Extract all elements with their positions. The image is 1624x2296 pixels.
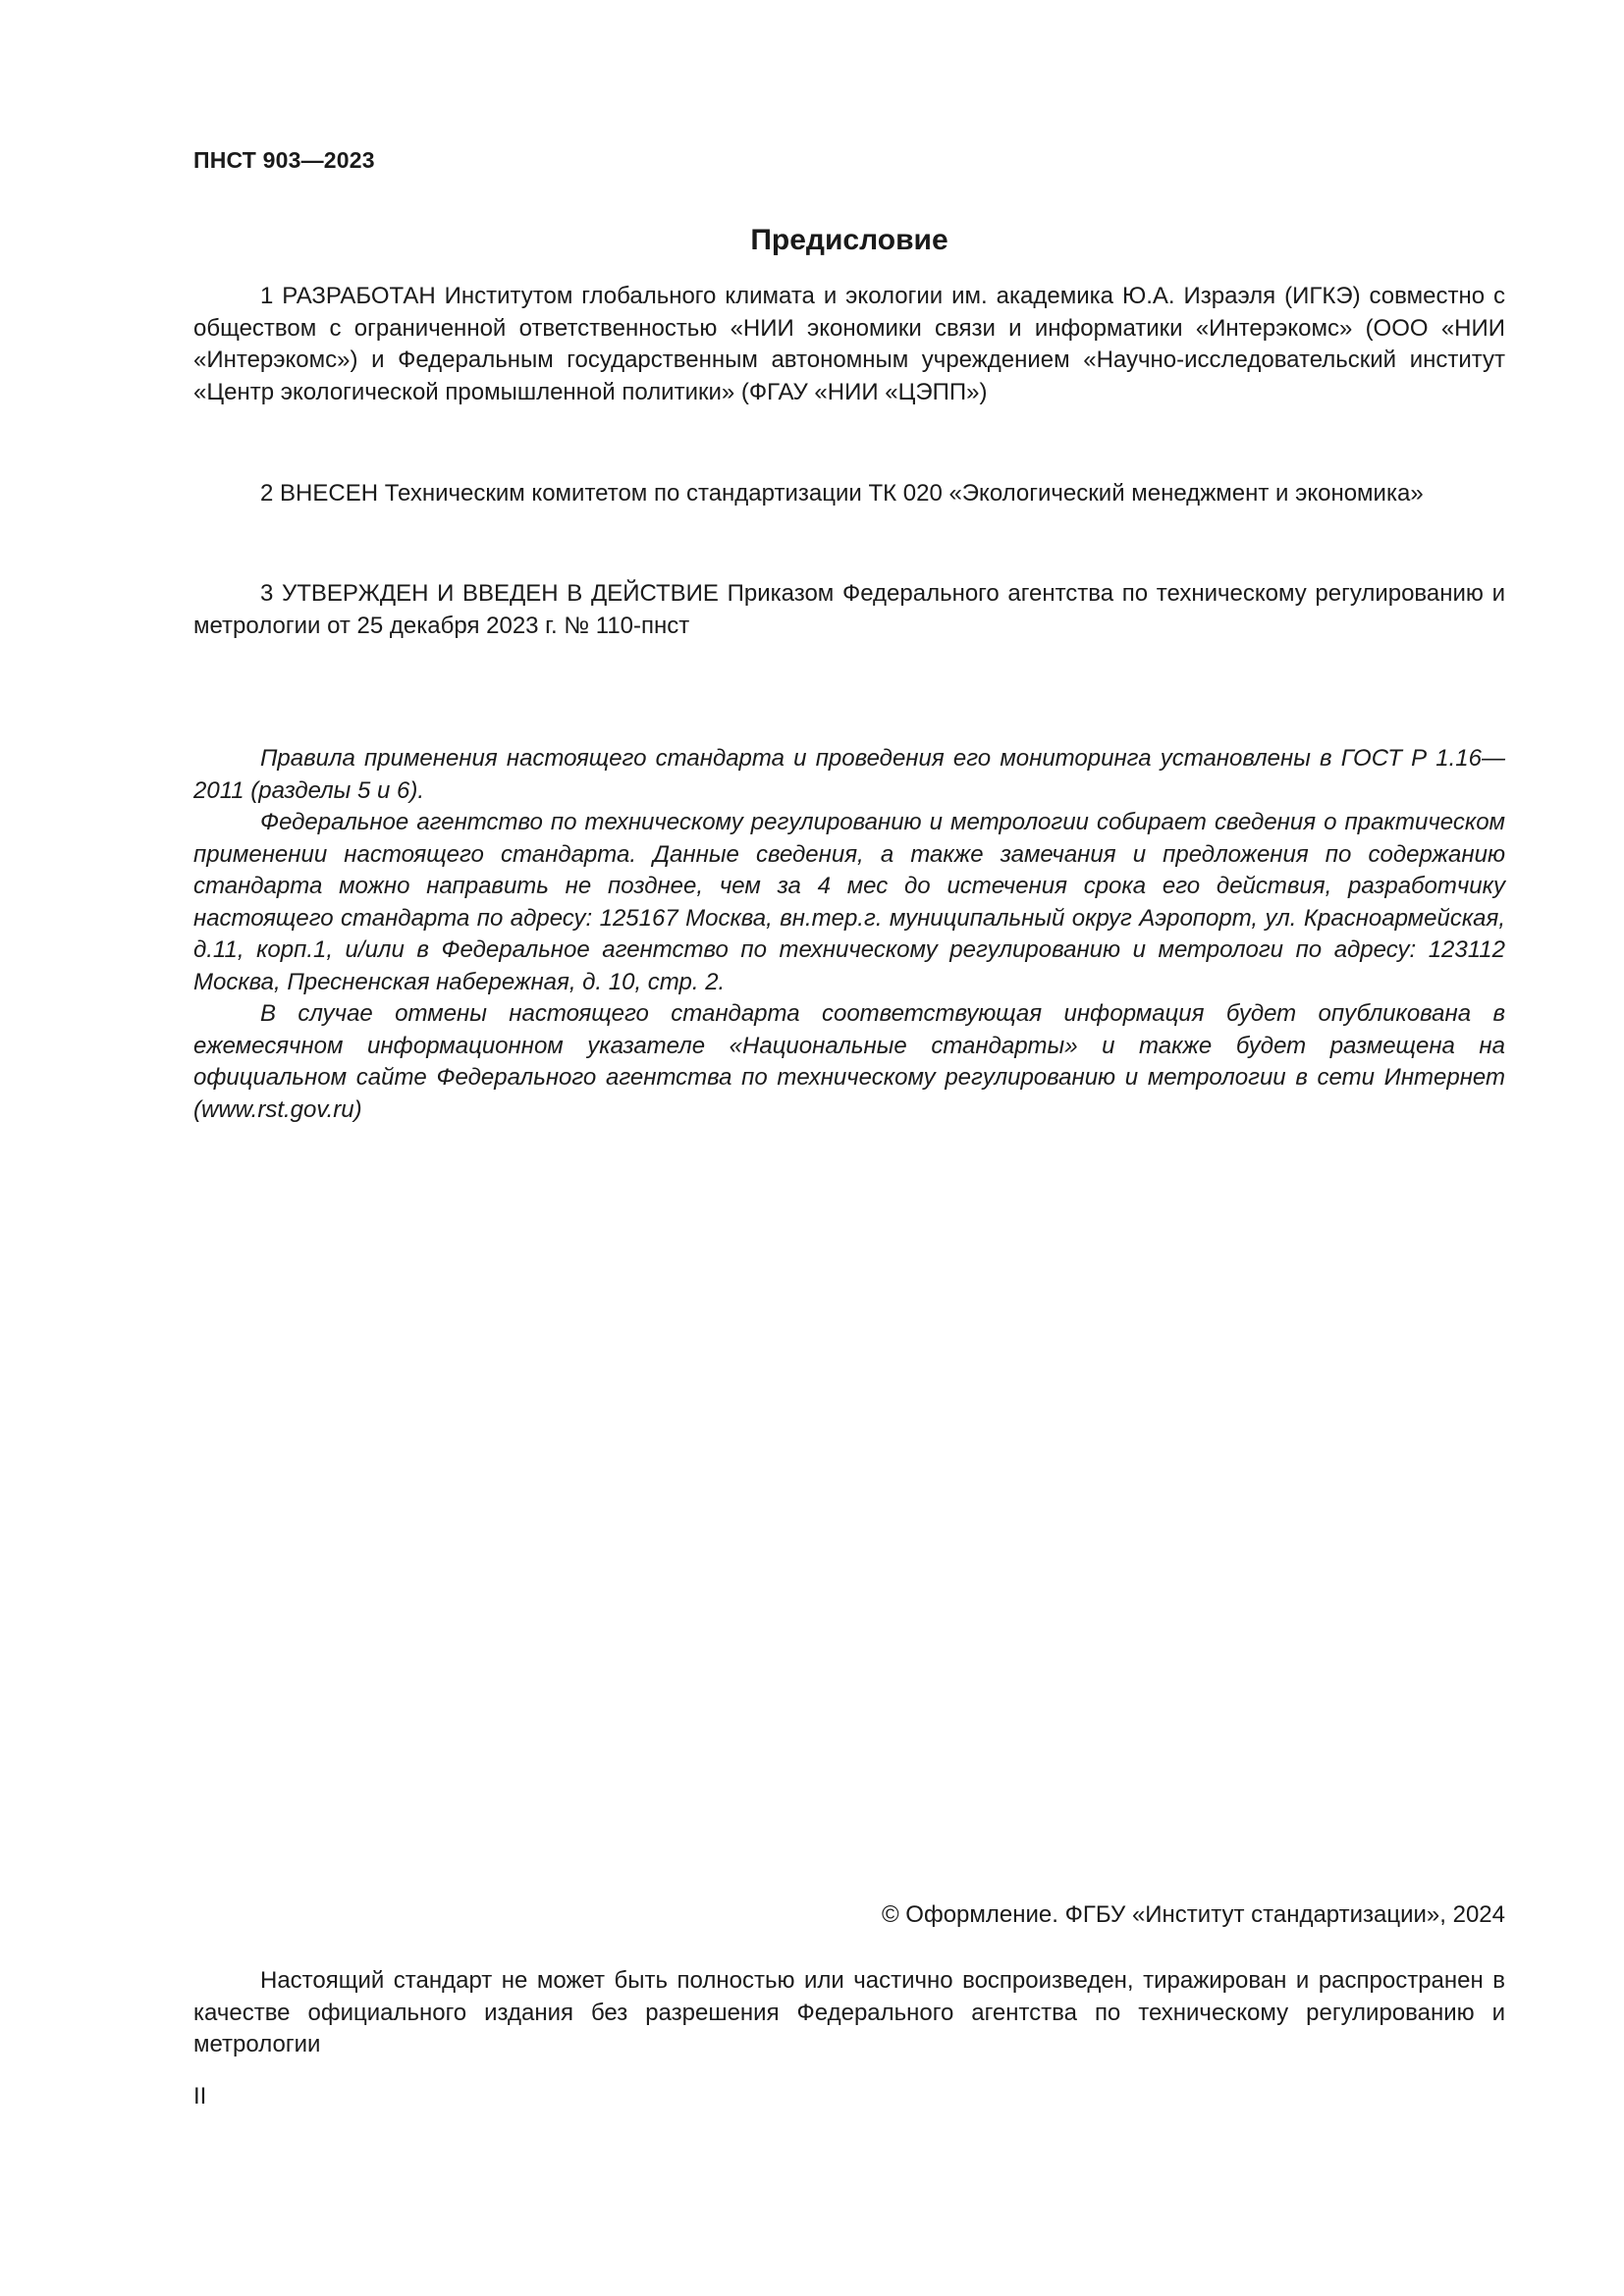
- rules-notice-paragraph: Правила применения настоящего стандарта и проведения его мониторинга установлены в ГОСТ Р 1.16—2011 (разделы 5 и 6).: [193, 745, 1505, 804]
- document-code: ПНСТ 903—2023: [193, 147, 375, 173]
- rules-notice-paragraph: В случае отмены настоящего стандарта соответствующая информация будет опубликована в ежемесячном информационном указателе «Национальные стандарты» и также будет размещена на официальном сайте Федерального агентства по техническому регулированию и метрологии в сети Интернет (www.rst.gov.ru): [193, 1000, 1505, 1123]
- page-number: II: [193, 2083, 207, 2109]
- rules-notice: [193, 743, 1505, 1126]
- preface-item-approved: 3 УТВЕРЖДЕН И ВВЕДЕН В ДЕЙСТВИЕ Приказом Федерального агентства по техническому регулированию и метрологии от 25 декабря 2023 г. № 110-пнст: [193, 580, 1505, 639]
- rules-notice-paragraph: Федеральное агентство по техническому регулированию и метрологии собирает сведения о практическом применении настоящего стандарта. Данные сведения, а также замечания и предложения по содержанию стандарта можно направить не позднее, чем за 4 мес до истечения срока его действия, разработчику настоящего стандарта по адресу: 125167 Москва, вн.тер.г. муниципальный округ Аэропорт, ул. Красноармейская, д.11, корп.1, и/или в Федеральное агентство по техническому регулированию и метрологи по адресу: 123112 Москва, Пресненская набережная, д. 10, стр. 2.: [193, 809, 1505, 995]
- copyright-line: © Оформление. ФГБУ «Институт стандартизации», 2024: [881, 1901, 1505, 1928]
- preface-title: Предисловие: [750, 224, 948, 256]
- preface-item-introduced: 2 ВНЕСЕН Техническим комитетом по стандартизации ТК 020 «Экологический менеджмент и экономика»: [260, 480, 1424, 507]
- reproduction-notice: Настоящий стандарт не может быть полностью или частично воспроизведен, тиражирован и распространен в качестве официального издания без разрешения Федерального агентства по техническому регулированию и метрологии: [193, 1967, 1505, 2057]
- preface-item-developed: 1 РАЗРАБОТАН Институтом глобального климата и экологии им. академика Ю.А. Израэля (ИГКЭ) совместно с обществом с ограниченной ответственностью «НИИ экономики связи и информатики «Интерэкомс» (ООО «НИИ «Интерэкомс») и Федеральным государственным автономным учреждением «Научно-исследовательский институт «Центр экологической промышленной политики» (ФГАУ «НИИ «ЦЭПП»): [193, 283, 1505, 405]
